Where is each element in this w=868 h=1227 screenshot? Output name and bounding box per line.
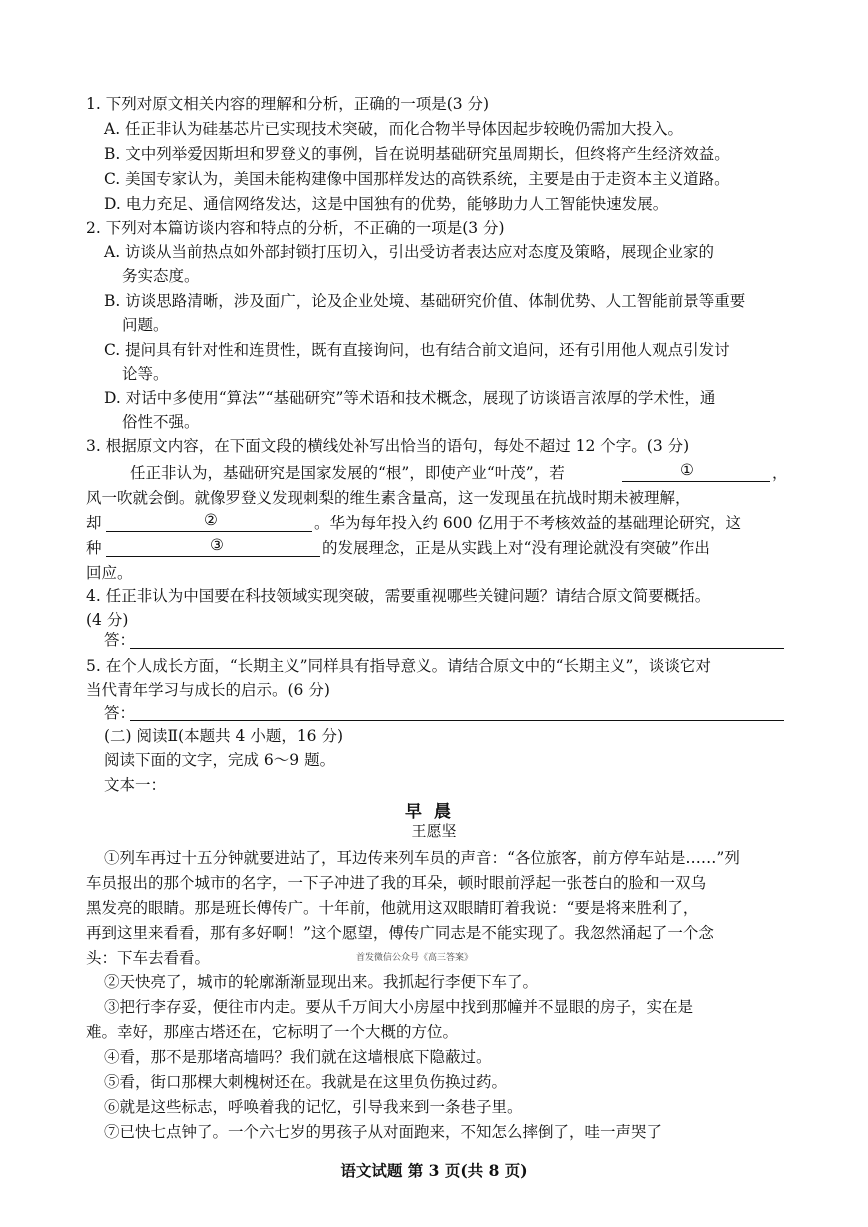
q2-stem: 2. 下列对本篇访谈内容和特点的分析，不正确的一项是(3 分) bbox=[86, 219, 505, 237]
q2-option-d-cont: 俗性不强。 bbox=[122, 413, 200, 431]
q2-option-a-cont: 务实态度。 bbox=[122, 267, 200, 285]
story-p1-line4: 再到这里来看看，那有多好啊！”这个愿望，傅传广同志是不能实现了。我忽然涌起了一个念 bbox=[86, 924, 714, 942]
q3-line3-end: 。华为每年投入约 600 亿用于不考核效益的基础理论研究，这 bbox=[314, 514, 741, 532]
story-author: 王愿坚 bbox=[411, 822, 457, 840]
q3-line4-end: 的发展理念，正是从实践上对“没有理论就没有突破”作出 bbox=[322, 539, 710, 557]
q4-answer-line[interactable] bbox=[130, 648, 784, 649]
story-p3-line1: ③把行李存妥，便往市内走。要从千万间大小房屋中找到那幢并不显眼的房子，实在是 bbox=[104, 998, 694, 1016]
q3-blank-1[interactable] bbox=[622, 480, 770, 482]
story-p3-line2: 难。幸好，那座古塔还在，它标明了一个大概的方位。 bbox=[86, 1023, 459, 1041]
story-p7: ⑦已快七点钟了。一个六七岁的男孩子从对面跑来，不知怎么摔倒了，哇一声哭了 bbox=[104, 1123, 663, 1141]
section-instruction: 阅读下面的文字，完成 6～9 题。 bbox=[104, 751, 336, 769]
page-footer: 语文试题 第 3 页(共 8 页) bbox=[340, 1161, 528, 1180]
q4-stem: 4. 任正非认为中国要在科技领域实现突破，需要重视哪些关键问题？请结合原文简要概括。 bbox=[86, 587, 711, 605]
q2-option-a: A. 访谈从当前热点如外部封锁打压切入，引出受访者表达应对态度及策略，展现企业家的 bbox=[104, 243, 715, 261]
q3-line2: 风一吹就会倒。就像罗登义发现刺梨的维生素含量高，这一发现虽在抗战时期未被理解， bbox=[86, 489, 691, 507]
q3-line3-start: 却 bbox=[86, 514, 102, 532]
story-p1-line3: 黑发亮的眼睛。那是班长傅传广。十年前，他就用这双眼睛盯着我说：“要是将来胜利了， bbox=[86, 899, 699, 917]
q4-stem-points: (4 分) bbox=[86, 611, 129, 629]
q2-option-c: C. 提问具有针对性和连贯性，既有直接询问，也有结合前文追问，还有引用他人观点引发讨 bbox=[104, 341, 730, 359]
q1-option-c: C. 美国专家认为，美国未能构建像中国那样发达的高铁系统，主要是由于走资本主义道路。 bbox=[104, 170, 730, 188]
section-heading: (二) 阅读Ⅱ(本题共 4 小题，16 分) bbox=[104, 727, 344, 745]
q3-blank-3-marker: ③ bbox=[210, 536, 224, 554]
q3-line1-end: ， bbox=[772, 464, 788, 482]
q1-option-b: B. 文中列举爱因斯坦和罗登义的事例，旨在说明基础研究虽周期长，但终将产生经济效益。 bbox=[104, 145, 730, 163]
q4-answer-label: 答： bbox=[104, 631, 136, 649]
q3-blank-2-marker: ② bbox=[204, 511, 218, 529]
story-p2: ②天快亮了，城市的轮廓渐渐显现出来。我抓起行李便下车了。 bbox=[104, 973, 539, 991]
story-p1-line1: ①列车再过十五分钟就要进站了，耳边传来列车员的声音：“各位旅客，前方停车站是……”列 bbox=[104, 849, 740, 867]
story-p4: ④看，那不是那堵高墙吗？我们就在这墙根底下隐蔽过。 bbox=[104, 1048, 492, 1066]
q5-stem: 5. 在个人成长方面，“长期主义”同样具有指导意义。请结合原文中的“长期主义”，谈谈它对 bbox=[86, 657, 711, 675]
story-p5: ⑤看，街口那棵大刺槐树还在。我就是在这里负伤换过药。 bbox=[104, 1073, 508, 1091]
q3-line4-start: 种 bbox=[86, 539, 102, 557]
q5-answer-line[interactable] bbox=[130, 720, 784, 721]
watermark-text: 首发微信公众号《高三答案》 bbox=[356, 953, 474, 963]
q3-line1: 任正非认为，基础研究是国家发展的“根”，即使产业“叶茂”，若 bbox=[130, 464, 565, 482]
q5-answer-label: 答： bbox=[104, 704, 136, 722]
q3-blank-1-marker: ① bbox=[680, 461, 694, 479]
q2-option-d: D. 对话中多使用“算法”“基础研究”等术语和技术概念，展现了访谈语言浓厚的学术性，通 bbox=[104, 389, 716, 407]
story-p1-line2: 车员报出的那个城市的名字，一下子冲进了我的耳朵，顿时眼前浮起一张苍白的脸和一双乌 bbox=[86, 874, 707, 892]
q2-option-c-cont: 论等。 bbox=[122, 365, 169, 383]
q5-stem-cont: 当代青年学习与成长的启示。(6 分) bbox=[86, 681, 330, 699]
story-p6: ⑥就是这些标志，呼唤着我的记忆，引导我来到一条巷子里。 bbox=[104, 1098, 523, 1116]
q3-line5: 回应。 bbox=[86, 564, 133, 582]
text-one-label: 文本一： bbox=[104, 776, 167, 794]
q3-stem: 3. 根据原文内容，在下面文段的横线处补写出恰当的语句，每处不超过 12 个字。(3 分) bbox=[86, 437, 690, 455]
q1-option-a: A. 任正非认为硅基芯片已实现技术突破，而化合物半导体因起步较晚仍需加大投入。 bbox=[104, 120, 684, 138]
q1-stem: 1. 下列对原文相关内容的理解和分析，正确的一项是(3 分) bbox=[86, 95, 490, 113]
story-p1-line5: 头：下车去看看。 bbox=[86, 949, 211, 967]
q1-option-d: D. 电力充足、通信网络发达，这是中国独有的优势，能够助力人工智能快速发展。 bbox=[104, 195, 669, 213]
story-title: 早晨 bbox=[405, 802, 463, 822]
q3-blank-3[interactable] bbox=[106, 555, 320, 557]
q2-option-b: B. 访谈思路清晰，涉及面广，论及企业处境、基础研究价值、体制优势、人工智能前景等重要 bbox=[104, 292, 746, 310]
q2-option-b-cont: 问题。 bbox=[122, 316, 169, 334]
q3-blank-2[interactable] bbox=[106, 530, 312, 532]
